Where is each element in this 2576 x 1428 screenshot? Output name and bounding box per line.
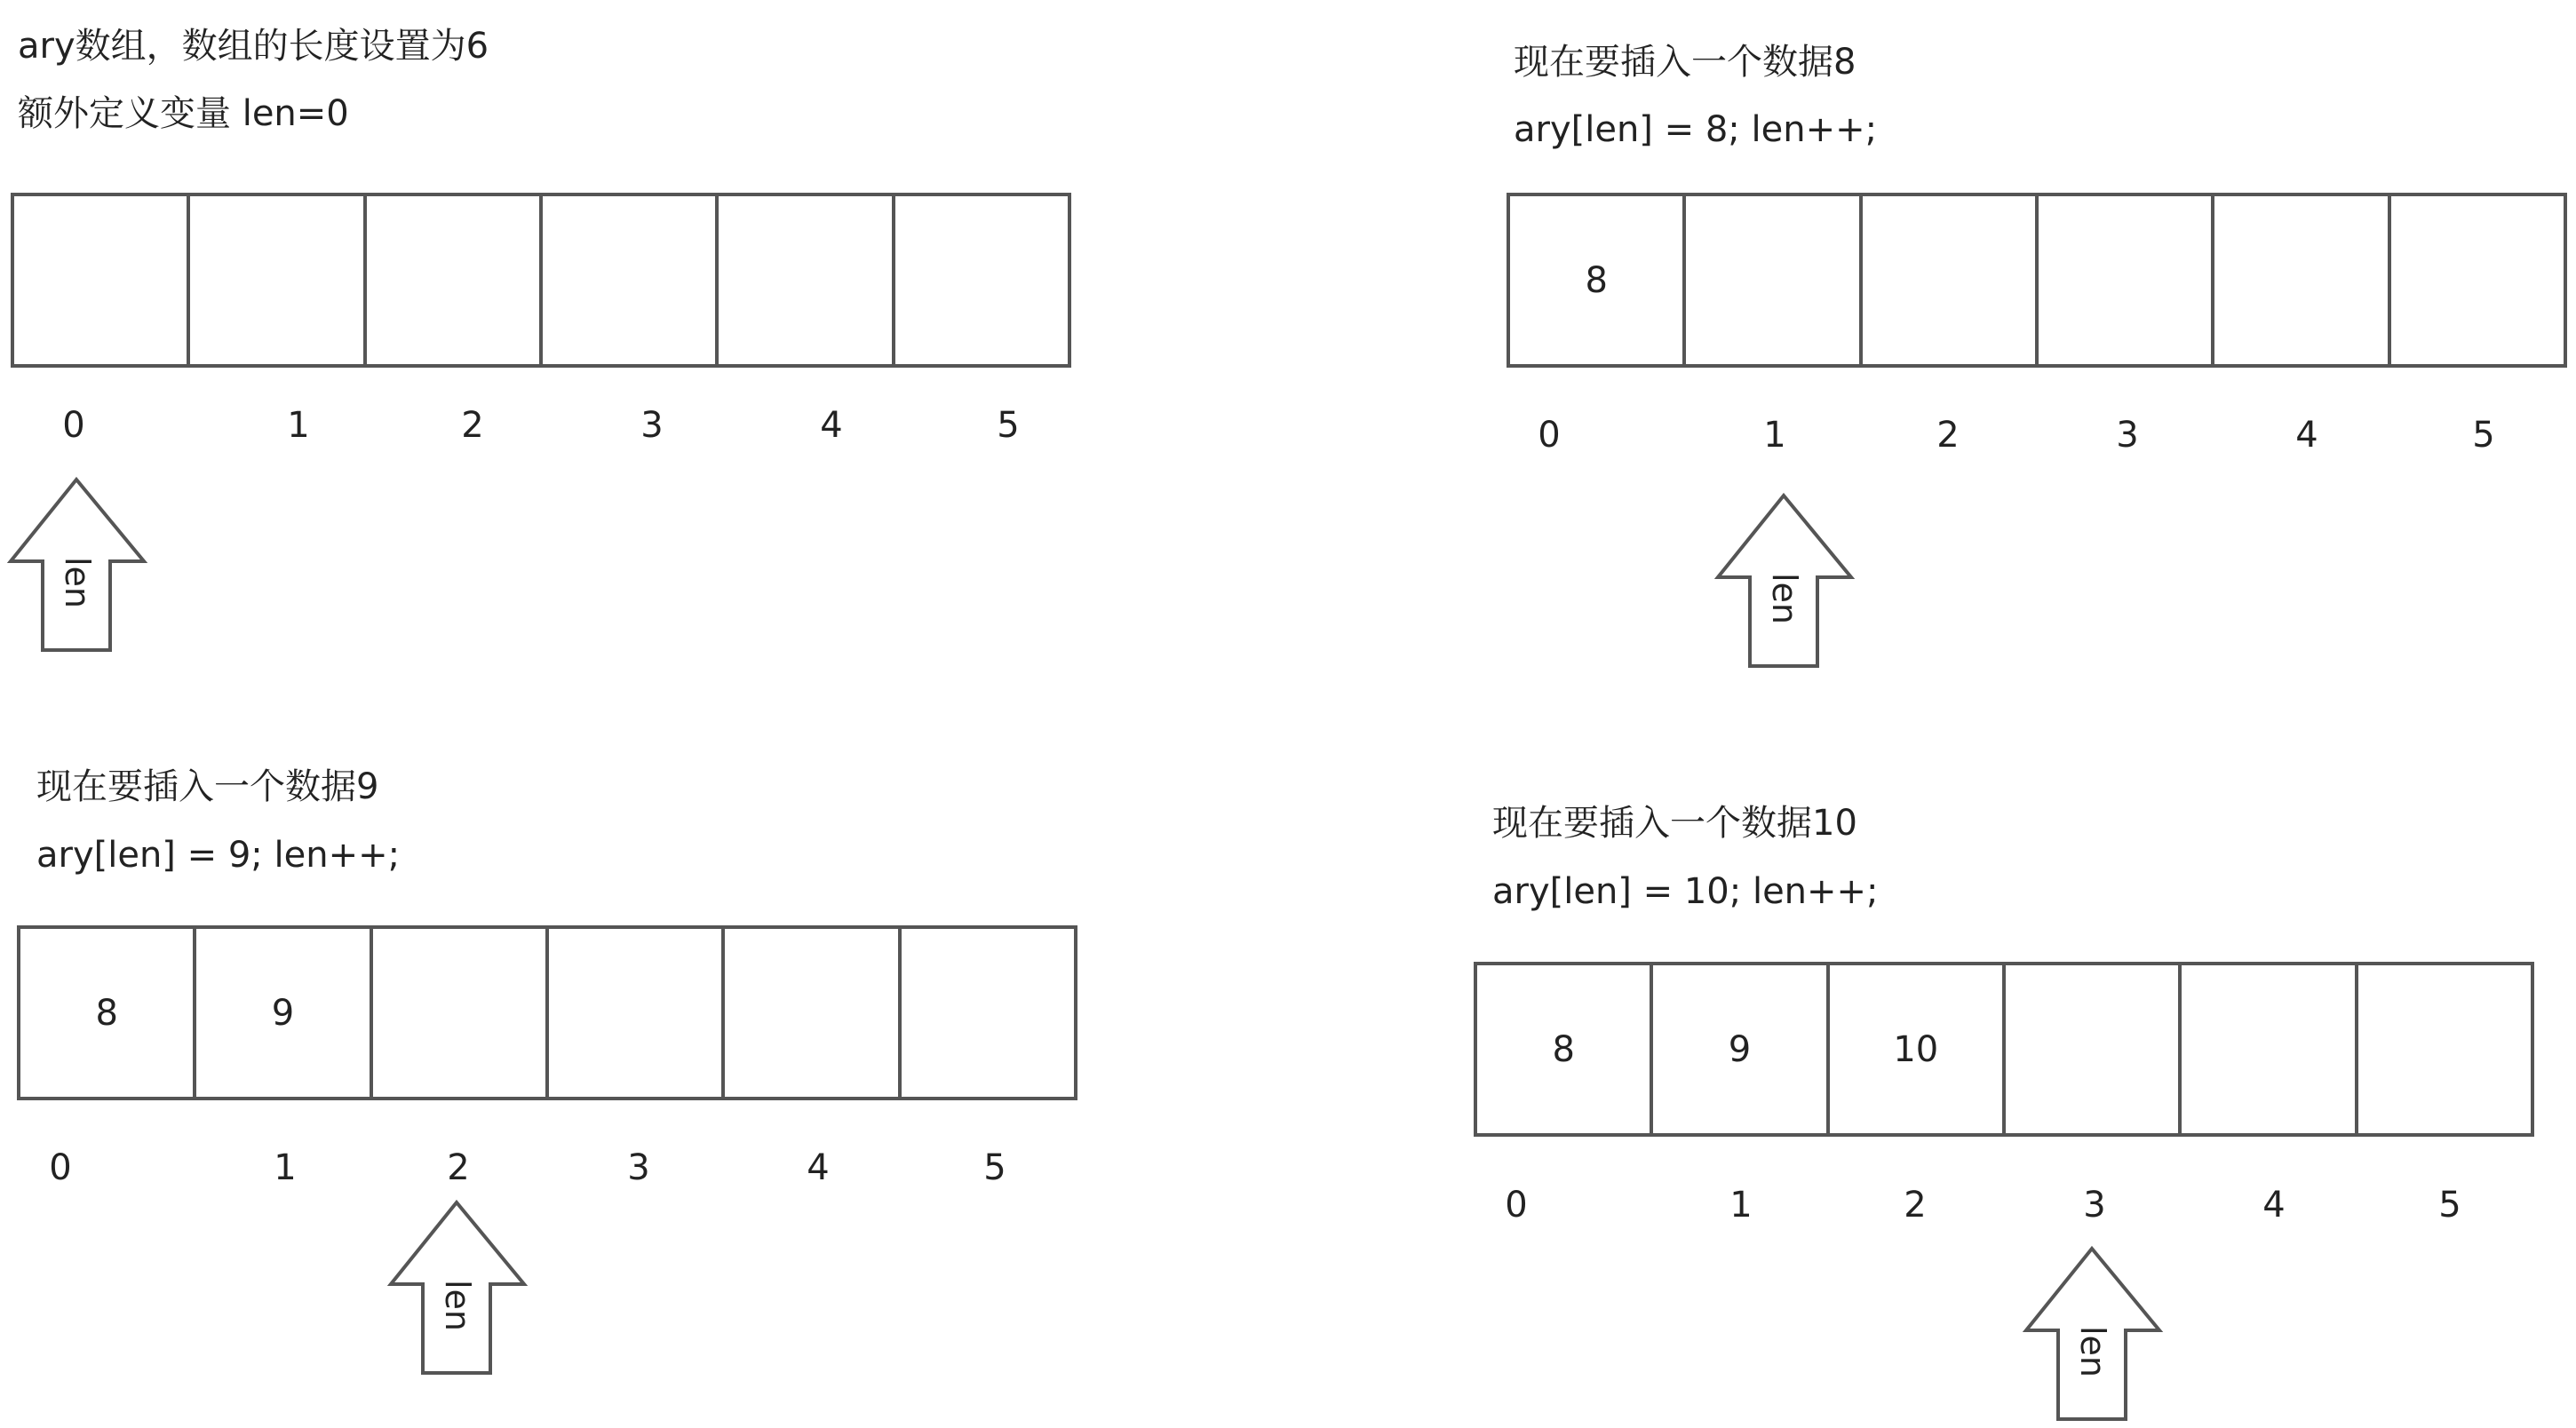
panel-title: 现在要插入一个数据10 <box>1492 803 1857 844</box>
index-label: 5 <box>2438 1185 2461 1226</box>
panel-title: 现在要插入一个数据9 <box>36 766 379 807</box>
index-label: 2 <box>461 405 484 446</box>
array-cell <box>2358 965 2531 1133</box>
index-label: 0 <box>49 1147 72 1188</box>
array-cell: 8 <box>1510 196 1686 364</box>
array-cell: 8 <box>1477 965 1653 1133</box>
array-cell <box>367 196 543 364</box>
index-label: 5 <box>997 405 1020 446</box>
index-label: 1 <box>274 1147 297 1188</box>
array-cell <box>190 196 366 364</box>
len-pointer-label: len <box>58 556 97 609</box>
len-pointer-label: len <box>1765 572 1804 625</box>
array-cell: 9 <box>1653 965 1829 1133</box>
index-label: 0 <box>1538 415 1561 456</box>
array-cell: 9 <box>196 929 372 1097</box>
index-label: 1 <box>287 405 310 446</box>
array-cell <box>1863 196 2039 364</box>
index-label: 0 <box>62 405 85 446</box>
panel-subtitle: 额外定义变量 len=0 <box>18 93 349 134</box>
len-pointer-label: len <box>438 1279 477 1332</box>
panel-subtitle: ary[len] = 9; len++; <box>36 835 401 876</box>
index-label: 3 <box>640 405 664 446</box>
array-cell <box>902 929 1074 1097</box>
index-label: 5 <box>983 1147 1006 1188</box>
array-cell <box>725 929 901 1097</box>
array-cell <box>373 929 549 1097</box>
index-label: 3 <box>2116 415 2139 456</box>
index-label: 0 <box>1505 1185 1528 1226</box>
len-pointer-arrow <box>1716 494 1855 668</box>
index-label: 5 <box>2472 415 2495 456</box>
array-cell <box>895 196 1068 364</box>
index-label: 3 <box>2083 1185 2106 1226</box>
array-cell: 10 <box>1830 965 2006 1133</box>
len-pointer-arrow <box>389 1201 528 1375</box>
array-cell <box>2214 196 2390 364</box>
array-cell <box>543 196 719 364</box>
index-label: 3 <box>627 1147 650 1188</box>
array-box <box>1507 193 2567 368</box>
panel-subtitle: ary[len] = 10; len++; <box>1492 871 1879 912</box>
array-cell <box>719 196 894 364</box>
len-pointer-arrow <box>2024 1247 2163 1421</box>
array-cell <box>2039 196 2214 364</box>
index-label: 4 <box>807 1147 830 1188</box>
index-label: 2 <box>447 1147 470 1188</box>
panel-title: ary数组，数组的长度设置为6 <box>18 26 489 67</box>
array-cell <box>2006 965 2182 1133</box>
index-label: 1 <box>1729 1185 1753 1226</box>
array-cell: 8 <box>20 929 196 1097</box>
array-box <box>17 925 1077 1100</box>
array-box <box>1474 962 2534 1137</box>
index-label: 2 <box>1904 1185 1927 1226</box>
len-pointer-label: len <box>2073 1325 2112 1378</box>
len-pointer-arrow <box>9 478 147 652</box>
array-cell <box>2391 196 2564 364</box>
index-label: 4 <box>820 405 843 446</box>
panel-title: 现在要插入一个数据8 <box>1514 42 1856 83</box>
index-label: 2 <box>1936 415 1960 456</box>
index-label: 4 <box>2262 1185 2286 1226</box>
array-box <box>11 193 1071 368</box>
index-label: 1 <box>1763 415 1786 456</box>
array-cell <box>2182 965 2357 1133</box>
panel-subtitle: ary[len] = 8; len++; <box>1514 109 1878 150</box>
array-cell <box>14 196 190 364</box>
array-cell <box>549 929 725 1097</box>
index-label: 4 <box>2295 415 2318 456</box>
array-cell <box>1686 196 1862 364</box>
